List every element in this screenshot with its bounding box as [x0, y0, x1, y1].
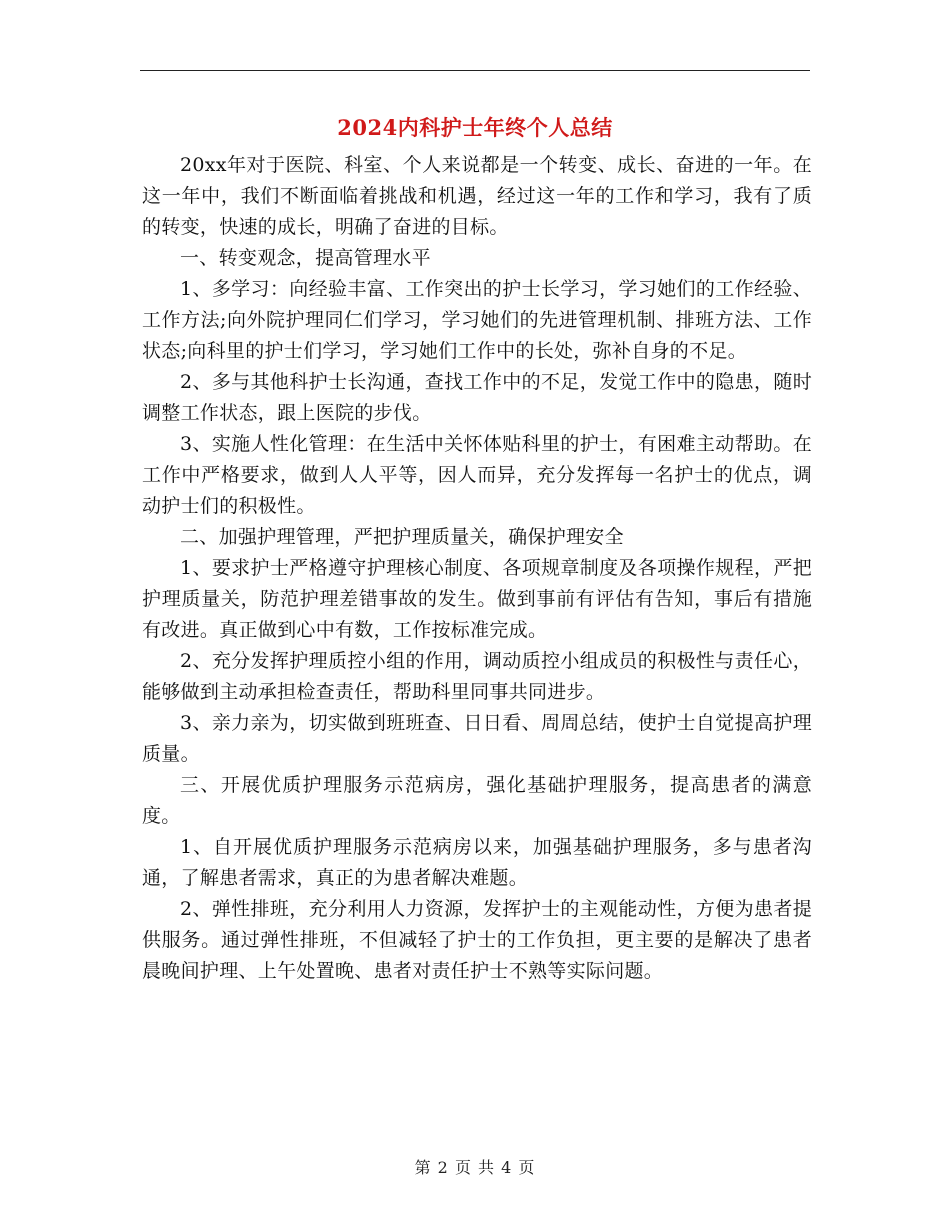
paragraph-2-3: 3、亲力亲为，切实做到班班查、日日看、周周总结，使护士自觉提高护理质量。: [142, 712, 812, 765]
section-heading-1: 一、转变观念，提高管理水平: [180, 247, 431, 269]
document-body: [142, 150, 812, 987]
paragraph-intro: 20xx年对于医院、科室、个人来说都是一个转变、成长、奋进的一年。在这一年中，我们不断面临着挑战和机遇，经过这一年的工作和学习，我有了质的转变，快速的成长，明确了奋进的目标。: [142, 154, 812, 238]
header-rule: [140, 70, 810, 71]
paragraph-2-2: 2、充分发挥护理质控小组的作用，调动质控小组成员的积极性与责任心，能够做到主动承担检查责任，帮助科里同事共同进步。: [142, 650, 812, 703]
paragraph-2-1: 1、要求护士严格遵守护理核心制度、各项规章制度及各项操作规程，严把护理质量关，防范护理差错事故的发生。做到事前有评估有告知，事后有措施有改进。真正做到心中有数，工作按标准完成。: [142, 557, 812, 641]
paragraph-1-1: 1、多学习：向经验丰富、工作突出的护士长学习，学习她们的工作经验、工作方法;向外院护理同仁们学习，学习她们的先进管理机制、排班方法、工作状态;向科里的护士们学习，学习她们工作中的长处，弥补自身的不足。: [142, 278, 812, 362]
section-heading-2: 二、加强护理管理，严把护理质量关，确保护理安全: [180, 526, 624, 548]
paragraph-1-2: 2、多与其他科护士长沟通，查找工作中的不足，发觉工作中的隐患，随时调整工作状态，跟上医院的步伐。: [142, 371, 812, 424]
section-heading-3: 三、开展优质护理服务示范病房，强化基础护理服务，提高患者的满意度。: [142, 774, 812, 827]
document-title: 2024内科护士年终个人总结: [337, 115, 613, 140]
paragraph-3-2: 2、弹性排班，充分利用人力资源，发挥护士的主观能动性，方便为患者提供服务。通过弹性排班，不但减轻了护士的工作负担，更主要的是解决了患者晨晚间护理、上午处置晚、患者对责任护士不熟等实际问题。: [142, 898, 812, 982]
page-number: 第 2 页 共 4 页: [414, 1158, 536, 1177]
paragraph-3-1: 1、自开展优质护理服务示范病房以来，加强基础护理服务，多与患者沟通，了解患者需求，真正的为患者解决难题。: [142, 836, 812, 889]
paragraph-1-3: 3、实施人性化管理：在生活中关怀体贴科里的护士，有困难主动帮助。在工作中严格要求，做到人人平等，因人而异，充分发挥每一名护士的优点，调动护士们的积极性。: [142, 433, 812, 517]
